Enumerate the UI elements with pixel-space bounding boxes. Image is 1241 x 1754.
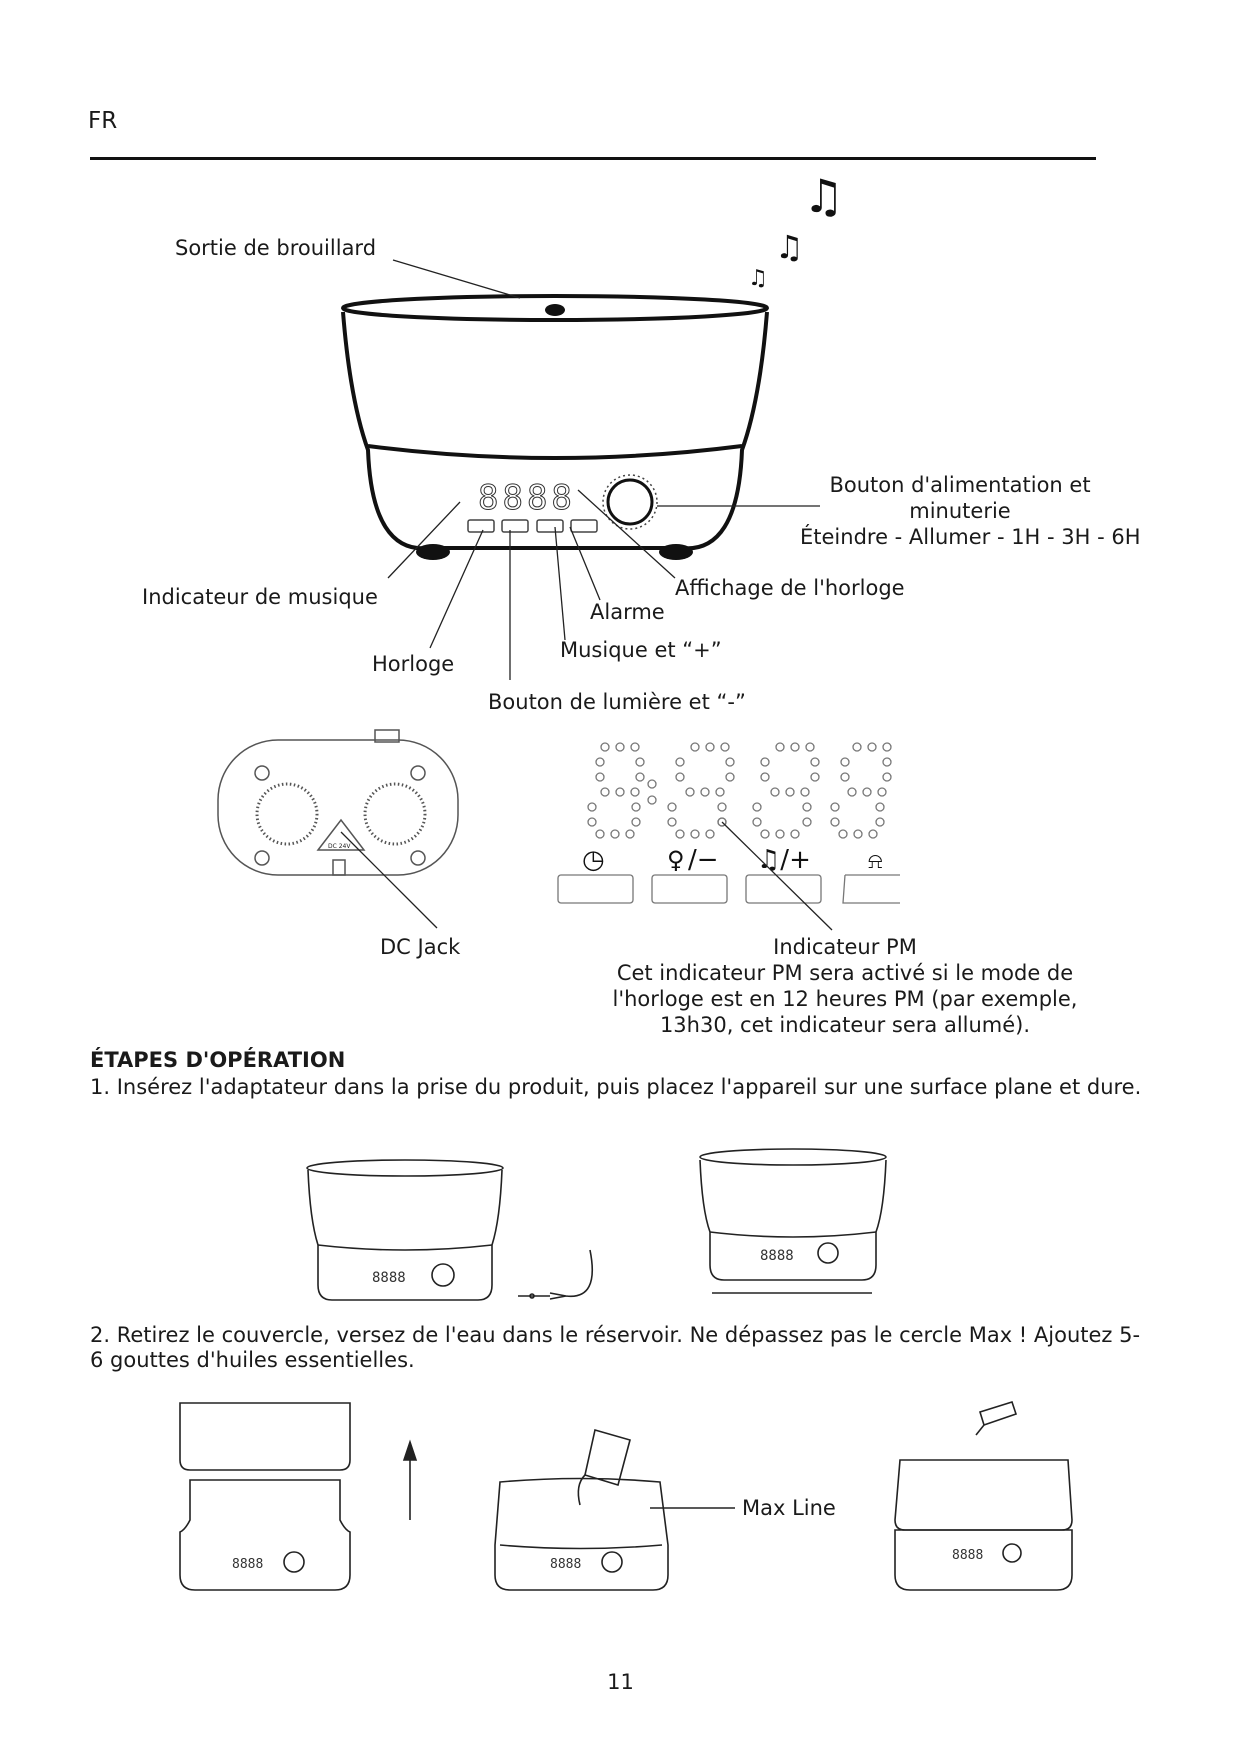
bell-icon: ⍾ [868, 849, 883, 874]
label-power-button-line1: Bouton d'alimentation et [829, 473, 1091, 497]
label-dc-jack: DC Jack [380, 935, 461, 959]
diffuser-back-view [218, 730, 458, 875]
step1-illustration-placed [700, 1149, 886, 1293]
label-power-button-line3: Éteindre - Allumer - 1H - 3H - 6H [800, 525, 1141, 549]
button-light [502, 520, 528, 532]
step2-display-3: 8888 [952, 1548, 984, 1563]
step2-display-2: 8888 [550, 1557, 582, 1572]
bulb-icon: ♀ [667, 846, 685, 874]
pm-indicator-line2: l'horloge est en 12 heures PM (par exemple, [612, 987, 1078, 1011]
pm-indicator-title: Indicateur PM [773, 935, 917, 959]
foot-right [659, 544, 693, 560]
step1-display-right: 8888 [760, 1248, 794, 1264]
digit-1 [588, 743, 644, 838]
music-note-large-icon: ♫ [803, 169, 845, 223]
pm-indicator-line1: Cet indicateur PM sera activé si le mode de [616, 961, 1074, 985]
label-power-button-line2: minuterie [909, 499, 1011, 523]
foot-left [416, 544, 450, 560]
music-note-medium-icon: ♫ [775, 228, 804, 266]
label-music-plus: Musique et “+” [560, 638, 722, 662]
pm-indicator-line3: 13h30, cet indicateur sera allumé). [659, 1013, 1031, 1037]
step1-illustration-plugged [307, 1160, 592, 1300]
music-note-small-icon: ♫ [748, 266, 768, 291]
music-plus-label: ♫/+ [757, 845, 811, 875]
label-mist-outlet: Sortie de brouillard [175, 236, 377, 260]
label-max-line: Max Line [742, 1496, 836, 1520]
step2-illustration-lid-removed [180, 1402, 1072, 1590]
power-knob [608, 480, 652, 524]
label-clock-display: Affichage de l'horloge [675, 576, 905, 600]
mist-outlet [545, 304, 565, 316]
label-alarm: Alarme [590, 600, 665, 624]
button-clock [468, 520, 494, 532]
label-music-indicator: Indicateur de musique [142, 585, 378, 609]
dc-label: DC 24V [328, 843, 351, 850]
page-number: 11 [607, 1670, 634, 1694]
step-1-text: 1. Insérez l'adaptateur dans la prise du produit, puis placez l'appareil sur une surface plane et dure. [90, 1075, 1142, 1099]
light-minus-label: /− [688, 845, 719, 875]
label-light-minus: Bouton de lumière et “-” [488, 690, 746, 714]
button-music [537, 520, 563, 532]
step1-display-left: 8888 [372, 1270, 406, 1286]
button-alarm [571, 520, 597, 532]
clock-icon: ◷ [582, 845, 605, 875]
music-notes [748, 169, 844, 291]
digit-3 [753, 743, 819, 838]
digit-4 [831, 743, 891, 838]
language-code: FR [88, 108, 118, 134]
label-power-button [800, 472, 1141, 550]
display-digits: 8888 [478, 478, 576, 518]
step2-display-1: 8888 [232, 1557, 264, 1572]
diffuser-seam [368, 446, 742, 458]
step-2-text: 2. Retirez le couvercle, versez de l'eau dans le réservoir. Ne dépassez pas le cercle Max ! Ajoutez 5-6 gouttes d'huiles essentielles. [90, 1323, 1141, 1372]
section-title: ÉTAPES D'OPÉRATION [90, 1048, 346, 1072]
label-pm-indicator [585, 934, 1105, 1038]
display-panel-zoom [558, 743, 900, 903]
label-clock: Horloge [372, 652, 455, 676]
